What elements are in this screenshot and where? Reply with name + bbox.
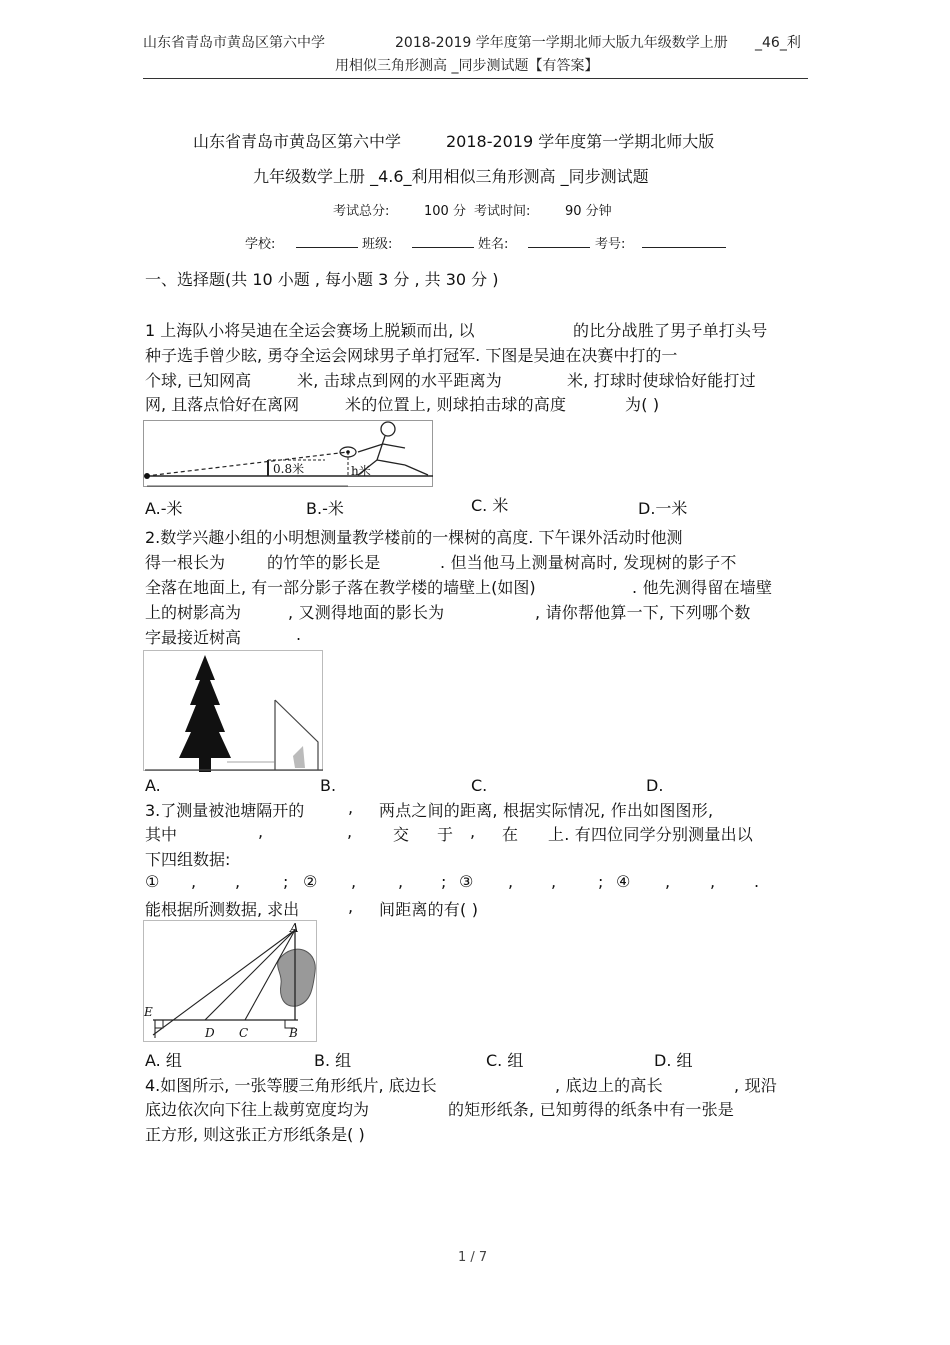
q1-line1a: 1 上海队小将吴迪在全运会赛场上脱颖而出, 以 xyxy=(145,321,475,340)
q3-label-d: D xyxy=(205,1026,215,1040)
q1-line4a: 网, 且落点恰好在离网 xyxy=(145,395,300,414)
q2-line4b: , 又测得地面的影长为 xyxy=(288,603,445,622)
field-class-blank[interactable] xyxy=(412,247,474,248)
q3-set2-comma2: , xyxy=(398,872,404,891)
q2-line3b: . 他先测得留在墙壁 xyxy=(632,578,773,597)
q3-label-e: E xyxy=(144,1005,153,1019)
q3-set1-semi: ; xyxy=(283,872,289,891)
q1-option-a[interactable]: A.-米 xyxy=(145,499,183,518)
q1-line3a: 个球, 已知网高 xyxy=(145,371,252,390)
q3-line1b: , xyxy=(348,798,354,817)
header-year: 2018-2019 学年度第一学期北师大版九年级数学上册 xyxy=(395,35,728,51)
q3-line2g: 在 xyxy=(502,825,519,844)
q2-option-d[interactable]: D. xyxy=(646,776,664,795)
q1-height-label: h米 xyxy=(351,464,371,478)
q3-line2d: 交 xyxy=(393,825,410,844)
q1-line4c: 为( ) xyxy=(625,395,660,414)
title-line2: 九年级数学上册 _4.6_利用相似三角形测高 _同步测试题 xyxy=(253,167,649,186)
q3-set3-comma1: , xyxy=(508,872,514,891)
q4-line1b: , 底边上的高长 xyxy=(555,1076,663,1095)
q1-line3b: 米, 击球点到网的水平距离为 xyxy=(297,371,502,390)
q3-set4-comma1: , xyxy=(665,872,671,891)
q1-line4b: 米的位置上, 则球拍击球的高度 xyxy=(345,395,567,414)
q1-line3c: 米, 打球时使球恰好能打过 xyxy=(567,371,756,390)
q3-pond-figure xyxy=(143,920,319,1044)
q4-line2a: 底边依次向下往上裁剪宽度均为 xyxy=(145,1100,370,1119)
q1-line2: 种子选手曾少眩, 勇夺全运会网球男子单打冠军. 下图是吴迪在决赛中打的一 xyxy=(145,346,678,365)
field-number-label: 考号: xyxy=(595,237,626,252)
q3-line2c: , xyxy=(347,822,353,841)
q3-line2b: , xyxy=(258,822,264,841)
q3-label-c: C xyxy=(239,1026,249,1040)
q2-line5a: 字最接近树高 xyxy=(145,628,242,647)
q3-line2a: 其中 xyxy=(145,825,178,844)
q3-line2f: , xyxy=(470,822,476,841)
q3-set4-dot: . xyxy=(754,872,760,891)
q3-set1-comma1: , xyxy=(191,872,197,891)
q3-set1-marker: ① xyxy=(145,872,160,891)
q3-line5b: , xyxy=(348,897,354,916)
q3-set2-semi: ; xyxy=(441,872,447,891)
q2-line2c: . 但当他马上测量树高时, 发现树的影子不 xyxy=(440,553,737,572)
field-school-blank[interactable] xyxy=(296,247,358,248)
q4-line1a: 4.如图所示, 一张等腰三角形纸片, 底边长 xyxy=(145,1076,437,1095)
q4-line3: 正方形, 则这张正方形纸条是( ) xyxy=(145,1125,365,1144)
field-number-blank[interactable] xyxy=(642,247,726,248)
q3-set3-semi: ; xyxy=(598,872,604,891)
q1-option-c[interactable]: C. 米 xyxy=(471,496,509,515)
q3-option-b[interactable]: B. 组 xyxy=(314,1051,352,1070)
q2-line2a: 得一根长为 xyxy=(145,553,226,572)
q2-line4c: , 请你帮他算一下, 下列哪个数 xyxy=(535,603,751,622)
q3-line5c: 间距离的有( ) xyxy=(379,900,479,919)
q4-line2b: 的矩形纸条, 已知剪得的纸条中有一张是 xyxy=(448,1100,734,1119)
q2-option-b[interactable]: B. xyxy=(320,776,337,795)
q2-line5b: . xyxy=(296,625,302,644)
q2-tree-figure xyxy=(143,650,325,774)
q1-tennis-figure xyxy=(143,420,435,492)
q3-label-b: B xyxy=(289,1026,298,1040)
q3-set3-comma2: , xyxy=(551,872,557,891)
q3-option-c[interactable]: C. 组 xyxy=(486,1051,524,1070)
field-school-label: 学校: xyxy=(245,237,276,252)
header-line2: 用相似三角形测高 _同步测试题【有答案】 xyxy=(335,58,599,74)
q3-set4-comma2: , xyxy=(710,872,716,891)
header-school: 山东省青岛市黄岛区第六中学 xyxy=(143,35,325,51)
section-heading: 一、选择题(共 10 小题 , 每小题 3 分 , 共 30 分 ) xyxy=(145,270,499,289)
field-class-label: 班级: xyxy=(362,237,393,252)
q2-option-c[interactable]: C. xyxy=(471,776,488,795)
q3-line2h: 上. 有四位同学分别测量出以 xyxy=(548,825,753,844)
q3-set2-comma1: , xyxy=(351,872,357,891)
q3-line3: 下四组数据: xyxy=(145,850,231,869)
exam-total-label: 考试总分: xyxy=(333,204,390,219)
q4-line1c: , 现沿 xyxy=(734,1076,777,1095)
q3-set1-comma2: , xyxy=(235,872,241,891)
field-name-label: 姓名: xyxy=(478,237,509,252)
q1-line1b: 的比分战胜了男子单打头号 xyxy=(573,321,768,340)
q3-option-d[interactable]: D. 组 xyxy=(654,1051,693,1070)
q3-label-a: A xyxy=(290,921,299,935)
q3-set4-marker: ④ xyxy=(616,872,631,891)
q3-line5a: 能根据所测数据, 求出 xyxy=(145,900,300,919)
q3-option-a[interactable]: A. 组 xyxy=(145,1051,182,1070)
q3-line2e: 于 xyxy=(437,825,454,844)
title-school: 山东省青岛市黄岛区第六中学 xyxy=(193,132,402,151)
exam-time-value: 90 分钟 xyxy=(565,204,612,219)
header-rule xyxy=(143,78,808,79)
title-rest: 2018-2019 学年度第一学期北师大版 xyxy=(446,132,715,151)
header-tail: _46_利 xyxy=(755,35,801,51)
q2-line4a: 上的树影高为 xyxy=(145,603,242,622)
q3-set3-marker: ③ xyxy=(459,872,474,891)
exam-time-label: 考试时间: xyxy=(474,204,531,219)
q1-option-b[interactable]: B.-米 xyxy=(306,499,344,518)
q2-line1: 2.数学兴趣小组的小明想测量教学楼前的一棵树的高度. 下午课外活动时他测 xyxy=(145,528,683,547)
q3-line1c: 两点之间的距离, 根据实际情况, 作出如图图形, xyxy=(379,801,714,820)
page-number: 1 / 7 xyxy=(458,1250,488,1265)
field-name-blank[interactable] xyxy=(528,247,590,248)
q2-line3a: 全落在地面上, 有一部分影子落在教学楼的墙壁上(如图) xyxy=(145,578,536,597)
q1-option-d[interactable]: D.一米 xyxy=(638,499,688,518)
exam-total-value: 100 分 xyxy=(424,204,466,219)
q3-line1a: 3.了测量被池塘隔开的 xyxy=(145,801,305,820)
q1-net-label: 0.8米 xyxy=(273,462,305,476)
q2-line2b: 的竹竿的影长是 xyxy=(267,553,381,572)
q3-set2-marker: ② xyxy=(303,872,318,891)
q2-option-a[interactable]: A. xyxy=(145,776,161,795)
